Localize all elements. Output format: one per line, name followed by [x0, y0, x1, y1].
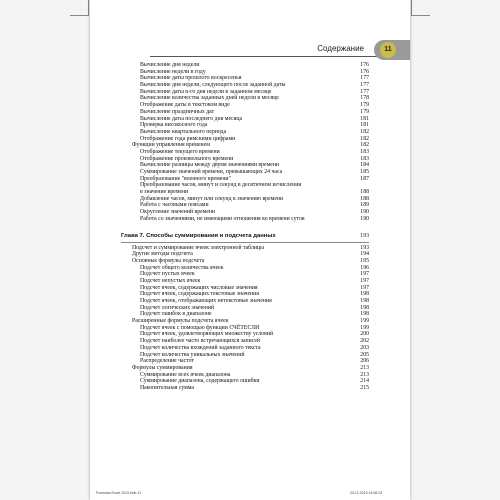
toc-entry-page: 182	[360, 142, 369, 149]
toc-entry-page: 184	[360, 162, 369, 169]
toc-entry-title: Функции управления временем	[132, 142, 210, 149]
toc-entry[interactable]	[132, 162, 369, 169]
toc-entry[interactable]	[132, 258, 369, 265]
toc-entry[interactable]	[132, 318, 369, 325]
toc-entry[interactable]	[132, 82, 369, 89]
toc-entry-page: 194	[360, 251, 369, 258]
toc-entry-title: Отображение текущего времени	[140, 148, 220, 155]
toc-entry-page: 195	[360, 257, 369, 264]
toc-entry-page: 198	[360, 298, 369, 304]
toc-entry-page: 214	[360, 378, 369, 385]
toc-entry-page: 179	[360, 102, 369, 109]
toc-entry-title: Подсчет пустых ячеек	[140, 271, 195, 278]
toc-entry-page: 213	[360, 364, 369, 371]
toc-entry-title: Вычисление даты прошлого воскресенья	[140, 75, 242, 82]
toc-entry-page: 177	[360, 75, 369, 82]
toc-entry-page: 205	[360, 351, 369, 358]
toc-entry-title: Распределение частот	[140, 358, 194, 365]
page-number-tab	[374, 40, 410, 60]
toc-entry[interactable]	[132, 285, 369, 292]
toc-entry[interactable]	[132, 142, 369, 149]
toc-entry[interactable]	[132, 251, 369, 258]
toc-entry-title: Суммирование значений времени, превышающих 24 часа	[140, 169, 283, 175]
toc-entry-title: Подсчет ячеек с помощью функции СЧЁТЕСЛИ	[140, 324, 260, 331]
toc-entry-title: Работа со значениями, не имеющими отношения ко времени суток	[140, 215, 305, 222]
toc-entry-page: 198	[360, 291, 369, 298]
toc-entry-page: 176	[360, 68, 369, 75]
toc-entry-title: Накопительная сумма	[140, 384, 195, 391]
toc-entry-page: 213	[360, 371, 369, 378]
toc-entry-title: Округление значений времени	[140, 209, 216, 216]
toc-entry-page: 199	[360, 318, 369, 325]
toc-entry[interactable]	[132, 156, 369, 163]
toc-entry-title: Подсчет ячеек, содержащих числовые значения	[140, 284, 258, 291]
toc-entry-page: 200	[360, 331, 369, 338]
print-footer-filename: Formulas Excel 2013.indb 11	[96, 491, 142, 495]
toc-entry-title: Подсчет ячеек, отображающих нетекстовые значения	[140, 298, 272, 304]
toc-entry-title: Преобразование "военного времени"	[140, 175, 231, 182]
toc-entry[interactable]	[132, 122, 369, 129]
toc-entry[interactable]	[132, 265, 369, 272]
toc-entry-title: Подсчет логических значений	[140, 304, 215, 311]
toc-entry-page: 188	[360, 189, 369, 196]
toc-entry-page: 193	[360, 244, 369, 251]
toc-entry-title: Вычисление дня недели	[140, 62, 200, 68]
toc-entry[interactable]	[132, 216, 369, 223]
toc-entry-page: 196	[360, 264, 369, 271]
toc-entry[interactable]	[132, 169, 369, 176]
toc-entry[interactable]	[132, 129, 369, 136]
toc-entry-title: Формулы суммирования	[132, 364, 193, 371]
toc-entry-page: 181	[360, 115, 369, 122]
toc-section	[132, 245, 369, 392]
toc-entry-title: Отображение года римскими цифрами	[140, 135, 236, 142]
toc-entry-page: 198	[360, 311, 369, 318]
toc-entry-title: Вычисление недели в году	[140, 68, 206, 75]
toc-entry[interactable]	[132, 69, 369, 76]
toc-entry[interactable]	[132, 365, 369, 372]
toc-entry-title: Вычисление квартального периода	[140, 128, 227, 135]
toc-entry-page: 188	[360, 195, 369, 202]
toc-entry-page: 203	[360, 344, 369, 351]
toc-entry-title: Подсчет количества вхождений заданного текста	[140, 344, 261, 351]
toc-entry[interactable]	[132, 209, 369, 216]
toc-entry-title: Вычисление праздничных дат	[140, 108, 215, 115]
toc-entry-page: 182	[360, 128, 369, 135]
toc-entry-page: 183	[360, 148, 369, 155]
toc-chapter-page: 193	[360, 232, 369, 239]
toc-entry-title: Вычисление даты n-го дня недели в заданном месяце	[140, 88, 272, 95]
page-number: 11	[380, 42, 396, 58]
header-title: Содержание	[317, 44, 364, 53]
toc-entry-title: Отображение произвольного времени	[140, 155, 234, 162]
toc-entry-page: 215	[360, 384, 369, 391]
toc-entry[interactable]	[132, 182, 369, 189]
toc-entry[interactable]	[132, 245, 369, 252]
toc-entry-title: Подсчет и суммирование ячеек электронной таблицы	[132, 244, 264, 251]
crop-mark	[70, 15, 88, 16]
toc-chapter-title: Глава 7. Способы суммирования и подсчета данных	[121, 232, 276, 239]
toc-entry[interactable]	[132, 345, 369, 352]
toc-entry-page: 178	[360, 95, 369, 102]
toc-entry-page: 199	[360, 324, 369, 331]
toc-entry[interactable]	[132, 116, 369, 123]
toc-entry-title: Работа с часовыми поясами	[140, 202, 209, 209]
toc-entry[interactable]	[132, 102, 369, 109]
toc-entry-page: 190	[360, 209, 369, 216]
toc-entry[interactable]	[132, 278, 369, 285]
toc-entry[interactable]	[132, 358, 369, 365]
toc-entry-title: Вычисление даты последнего дня месяца	[140, 115, 243, 122]
toc-entry-title: Подсчет количества уникальных значений	[140, 351, 245, 358]
toc-entry-title: Вычисление количества заданных дней недели в месяце	[140, 95, 279, 102]
toc-entry-page: 190	[360, 215, 369, 222]
toc-entry[interactable]	[132, 189, 369, 196]
toc-entry-page: 179	[360, 108, 369, 115]
toc-entry-title: в значение времени	[140, 189, 189, 196]
toc-entry-page: 189	[360, 202, 369, 209]
toc-entry-title: Другие методы подсчета	[132, 251, 193, 258]
toc-entry-page: 181	[360, 122, 369, 129]
print-footer-timestamp: 23.12.2013 14:06:23	[350, 491, 383, 495]
chapter-rule	[121, 242, 369, 243]
toc-entry-page: 202	[360, 338, 369, 345]
toc-entry-title: Подсчет ячеек, содержащих текстовые значения	[140, 291, 259, 298]
toc-entry-page: 206	[360, 358, 369, 365]
toc-entry-title: Расширенные формулы подсчета ячеек	[132, 318, 229, 325]
toc-entry-page: 177	[360, 82, 369, 89]
crop-mark	[411, 0, 412, 16]
toc-entry-title: Отображение даты в текстовом виде	[140, 102, 230, 109]
toc-entry-title: Проверка високосного года	[140, 122, 208, 129]
toc-entry-title: Преобразование часов, минут и секунд в десятичном исчислении	[140, 182, 302, 189]
toc-entry-page: 187	[360, 175, 369, 182]
toc-entry-page: 182	[360, 135, 369, 142]
toc-entry-title: Суммирование диапазона, содержащего ошибки	[140, 378, 260, 385]
toc-entry-title: Подсчет ячеек, удовлетворяющих множеству условий	[140, 331, 274, 338]
toc-entry-page: 185	[360, 169, 369, 175]
toc-entry-title: Подсчет общего количества ячеек	[140, 264, 224, 271]
book-page	[90, 0, 410, 500]
toc-chapter[interactable]	[121, 229, 369, 243]
toc-entry[interactable]	[132, 385, 369, 392]
header-rule	[150, 56, 384, 57]
toc-entry[interactable]	[132, 149, 369, 156]
toc-entry[interactable]	[132, 136, 369, 143]
toc-entry-title: Подсчет непустых ячеек	[140, 277, 201, 284]
toc-entry-page: 197	[360, 284, 369, 291]
toc-entry-title: Вычисление разницы между двумя значениями времени	[140, 162, 280, 169]
toc-entry-title: Основные формулы подсчета	[132, 257, 205, 264]
crop-mark	[412, 15, 430, 16]
toc-entry-page: 183	[360, 155, 369, 162]
toc-entry[interactable]	[132, 271, 369, 278]
toc-entry-title: Подсчет наиболее часто встречающихся записей	[140, 338, 261, 345]
toc-entry-page: 197	[360, 277, 369, 284]
toc-entry-title: Подсчет ошибок в диапазоне	[140, 311, 212, 318]
toc-entry-page: 177	[360, 88, 369, 95]
crop-mark	[88, 0, 89, 16]
toc-entry[interactable]	[132, 291, 369, 298]
toc-entry[interactable]	[132, 298, 369, 305]
toc-entry[interactable]	[132, 338, 369, 345]
toc-entry[interactable]	[132, 352, 369, 359]
table-of-contents	[121, 62, 369, 392]
toc-entry-title: Суммирование всех ячеек диапазона	[140, 371, 231, 378]
page-header	[150, 40, 410, 60]
toc-entry[interactable]	[132, 378, 369, 385]
toc-entry[interactable]	[132, 109, 369, 116]
toc-section	[132, 62, 369, 223]
toc-entry-title: Добавление часов, минут или секунд к значению времени	[140, 195, 284, 202]
toc-entry-page: 176	[360, 62, 369, 68]
toc-entry-title: Вычисление дня недели, следующего после заданной даты	[140, 82, 286, 89]
toc-entry[interactable]	[132, 62, 369, 69]
toc-entry-page: 198	[360, 304, 369, 311]
toc-entry-page: 197	[360, 271, 369, 278]
